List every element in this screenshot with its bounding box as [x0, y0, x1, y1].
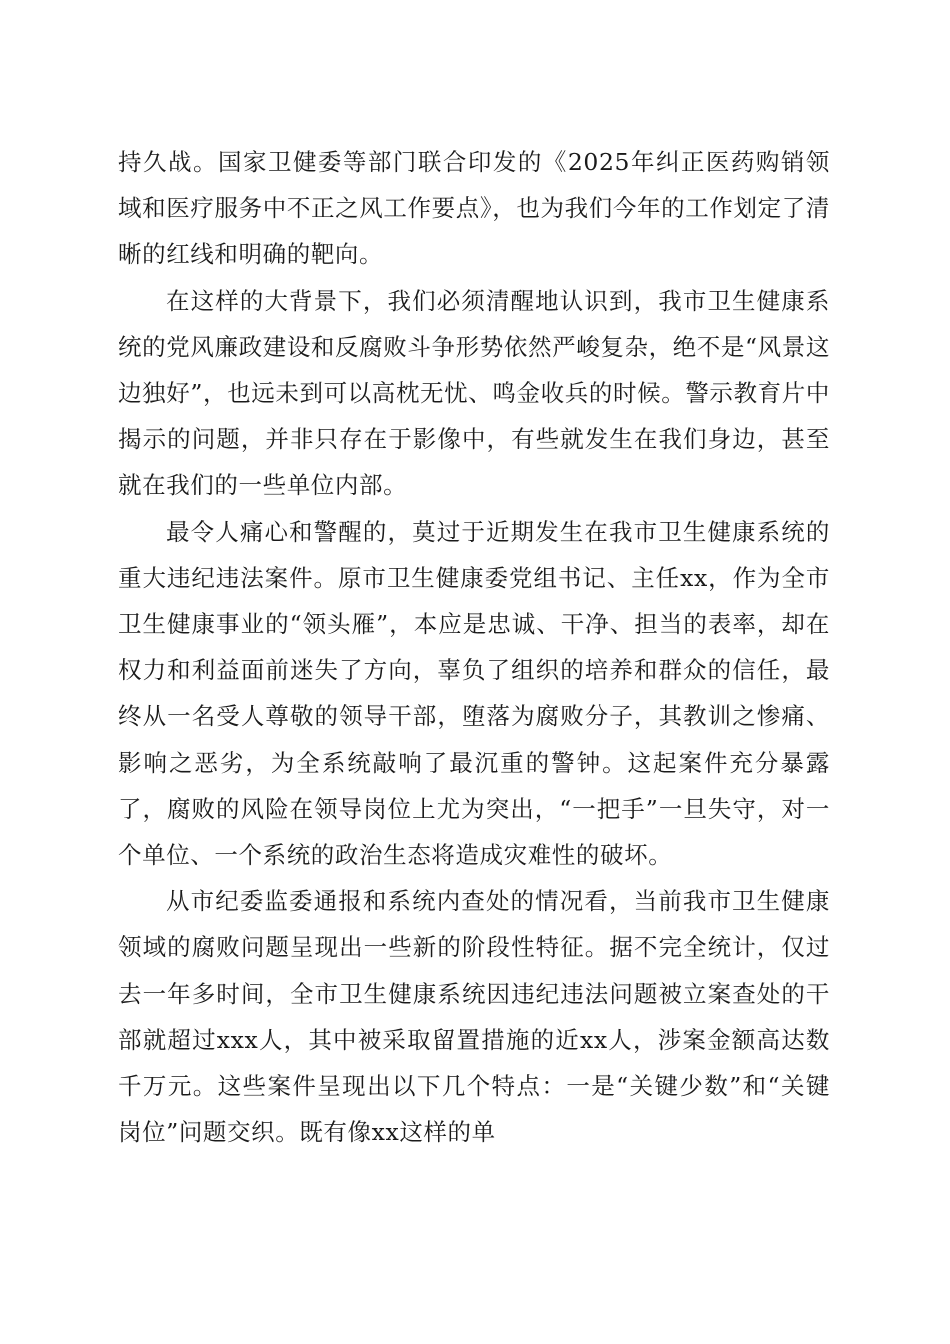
document-body [118, 139, 830, 1155]
paragraph-1: 持久战。国家卫健委等部门联合印发的《2025年纠正医药购销领域和医疗服务中不正之风工作要点》，也为我们今年的工作划定了清晰的红线和明确的靶向。 [118, 148, 830, 269]
paragraph-4: 从市纪委监委通报和系统内查处的情况看，当前我市卫生健康领域的腐败问题呈现出一些新的阶段性特征。据不完全统计，仅过去一年多时间，全市卫生健康系统因违纪违法问题被立案查处的干部就超过xxx人，其中被采取留置措施的近xx人，涉案金额高达数千万元。这些案件呈现出以下几个特点：一是“关键少数”和“关键岗位”问题交织。既有像xx这样的单 [118, 887, 830, 1147]
paragraph-3: 最令人痛心和警醒的，莫过于近期发生在我市卫生健康系统的重大违纪违法案件。原市卫生健康委党组书记、主任xx，作为全市卫生健康事业的“领头雁”，本应是忠诚、干净、担当的表率，却在权力和利益面前迷失了方向，辜负了组织的培养和群众的信任，最终从一名受人尊敬的领导干部，堕落为腐败分子，其教训之惨痛、影响之恶劣，为全系统敲响了最沉重的警钟。这起案件充分暴露了，腐败的风险在领导岗位上尤为突出，“一把手”一旦失守，对一个单位、一个系统的政治生态将造成灾难性的破坏。 [118, 517, 830, 870]
paragraph-2: 在这样的大背景下，我们必须清醒地认识到，我市卫生健康系统的党风廉政建设和反腐败斗争形势依然严峻复杂，绝不是“风景这边独好”，也远未到可以高枕无忧、鸣金收兵的时候。警示教育片中揭示的问题，并非只存在于影像中，有些就发生在我们身边，甚至就在我们的一些单位内部。 [118, 286, 830, 500]
